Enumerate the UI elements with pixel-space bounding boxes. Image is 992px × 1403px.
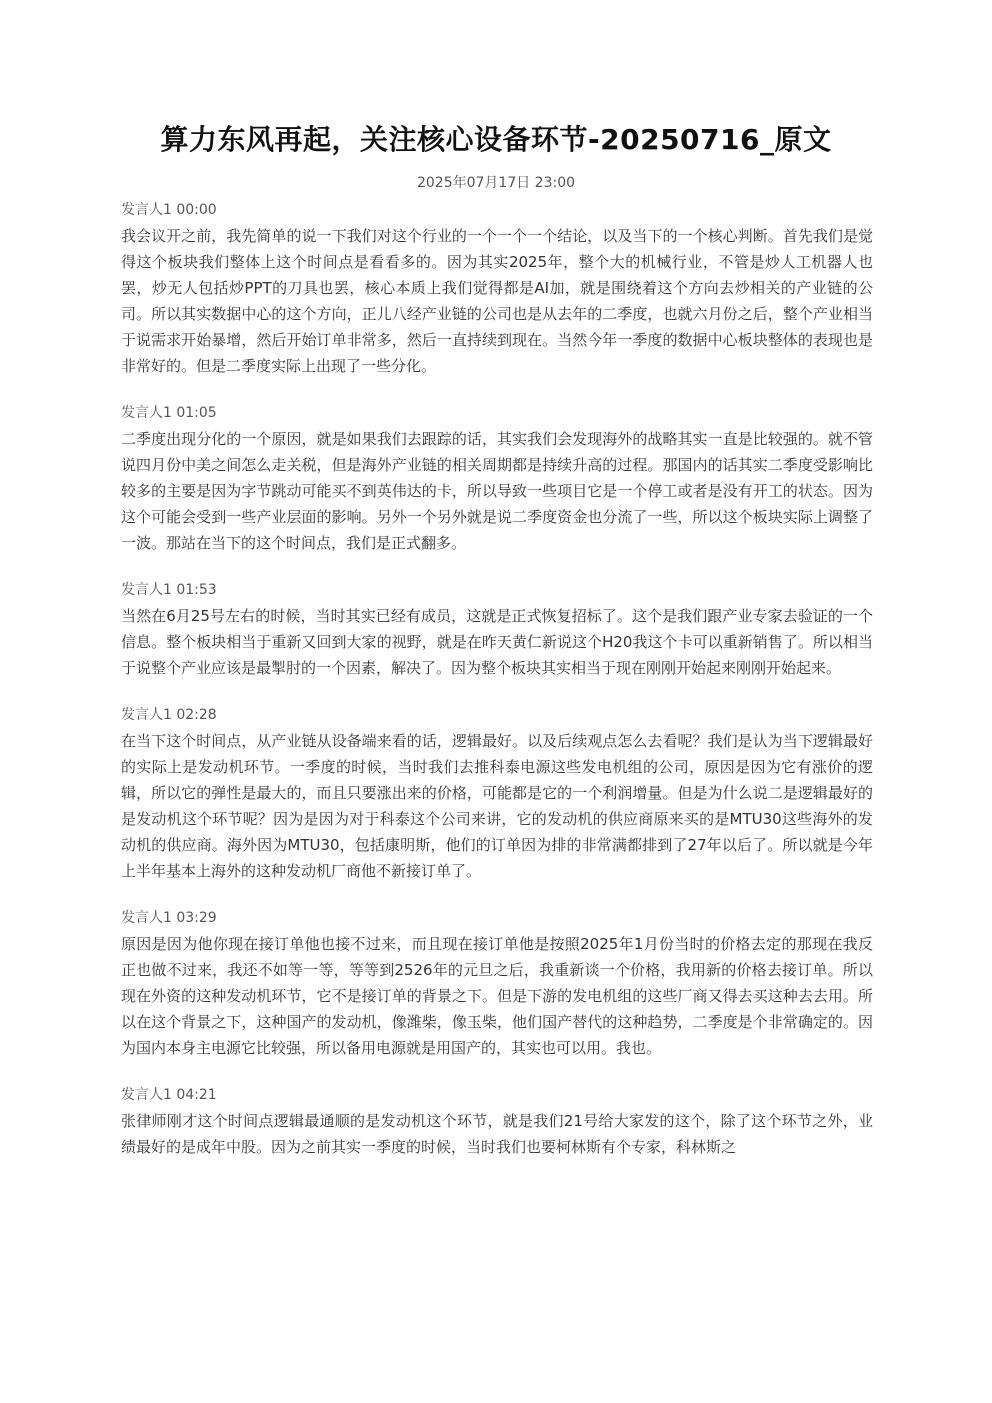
segment-text: 张律师刚才这个时间点逻辑最通顺的是发动机这个环节，就是我们21号给大家发的这个，除了这个环节之外，业绩最好的是成年中股。因为之前其实一季度的时候，当时我们也要柯林斯有个专家，科林斯之 bbox=[121, 1112, 873, 1156]
speaker-timestamp: 发言人1 02:28 bbox=[121, 707, 217, 723]
transcript-body bbox=[121, 200, 873, 1184]
speaker-timestamp: 发言人1 01:05 bbox=[121, 405, 217, 421]
transcript-segment bbox=[121, 580, 873, 681]
speaker-timestamp: 发言人1 04:21 bbox=[121, 1087, 217, 1103]
transcript-segment bbox=[121, 1085, 873, 1160]
segment-text: 原因是因为他你现在接订单他也接不过来，而且现在接订单他是按照2025年1月份当时的价格去定的那现在我反正也做不过来，我还不如等一等，等等到2526年的元旦之后，我重新谈一个价格，我用新的价格去接订单。所以现在外资的这种发动机环节，它不是接订单的背景之下。但是下游的发电机组的这些厂商又得去买这种去去用。所以在这个背景之下，这种国产的发动机，像潍柴，像玉柴，他们国产替代的这种趋势，二季度是个非常确定的。因为国内本身主电源它比较强，所以备用电源就是用国产的，其实也可以用。我也。 bbox=[121, 935, 873, 1057]
transcript-segment bbox=[121, 908, 873, 1061]
transcript-segment bbox=[121, 403, 873, 556]
segment-text: 在当下这个时间点，从产业链从设备端来看的话，逻辑最好。以及后续观点怎么去看呢？我们是认为当下逻辑最好的实际上是发动机环节。一季度的时候，当时我们去推科泰电源这些发电机组的公司，原因是因为它有涨价的逻辑，所以它的弹性是最大的，而且只要涨出来的价格，可能都是它的一个利润增量。但是为什么说二是逻辑最好的是发动机这个环节呢？因为是因为对于科泰这个公司来讲，它的发动机的供应商原来买的是MTU30这些海外的发动机的供应商。海外因为MTU30，包括康明斯，他们的订单因为排的非常满都排到了27年以后了。所以就是今年上半年基本上海外的这种发动机厂商他不新接订单了。 bbox=[121, 732, 873, 880]
speaker-timestamp: 发言人1 01:53 bbox=[121, 582, 217, 598]
segment-text: 当然在6月25号左右的时候，当时其实已经有成员，这就是正式恢复招标了。这个是我们跟产业专家去验证的一个信息。整个板块相当于重新又回到大家的视野，就是在昨天黄仁新说这个H20我这个卡可以重新销售了。所以相当于说整个产业应该是最掣肘的一个因素，解决了。因为整个板块其实相当于现在刚刚开始起来刚刚开始起来。 bbox=[121, 607, 873, 677]
document-date: 2025年07月17日 23:00 bbox=[416, 175, 576, 191]
transcript-segment bbox=[121, 200, 873, 379]
speaker-timestamp: 发言人1 00:00 bbox=[121, 202, 217, 218]
document-title: 算力东风再起，关注核心设备环节-20250716_原文 bbox=[160, 123, 832, 156]
segment-text: 我会议开之前，我先简单的说一下我们对这个行业的一个一个一个结论，以及当下的一个核心判断。首先我们是觉得这个板块我们整体上这个时间点是看看多的。因为其实2025年，整个大的机械行业，不管是炒人工机器人也罢，炒无人包括炒PPT的刀具也罢，核心本质上我们觉得都是AI加，就是围绕着这个方向去炒相关的产业链的公司。所以其实数据中心的这个方向，正儿八经产业链的公司也是从去年的二季度，也就六月份之后，整个产业相当于说需求开始暴增，然后开始订单非常多，然后一直持续到现在。当然今年一季度的数据中心板块整体的表现也是非常好的。但是二季度实际上出现了一些分化。 bbox=[121, 227, 873, 375]
speaker-timestamp: 发言人1 03:29 bbox=[121, 910, 217, 926]
transcript-segment bbox=[121, 705, 873, 884]
segment-text: 二季度出现分化的一个原因，就是如果我们去跟踪的话，其实我们会发现海外的战略其实一直是比较强的。就不管说四月份中美之间怎么走关税，但是海外产业链的相关周期都是持续升高的过程。那国内的话其实二季度受影响比较多的主要是因为字节跳动可能买不到英伟达的卡，所以导致一些项目它是一个停工或者是没有开工的状态。因为这个可能会受到一些产业层面的影响。另外一个另外就是说二季度资金也分流了一些，所以这个板块实际上调整了一波。那站在当下的这个时间点，我们是正式翻多。 bbox=[121, 430, 873, 552]
